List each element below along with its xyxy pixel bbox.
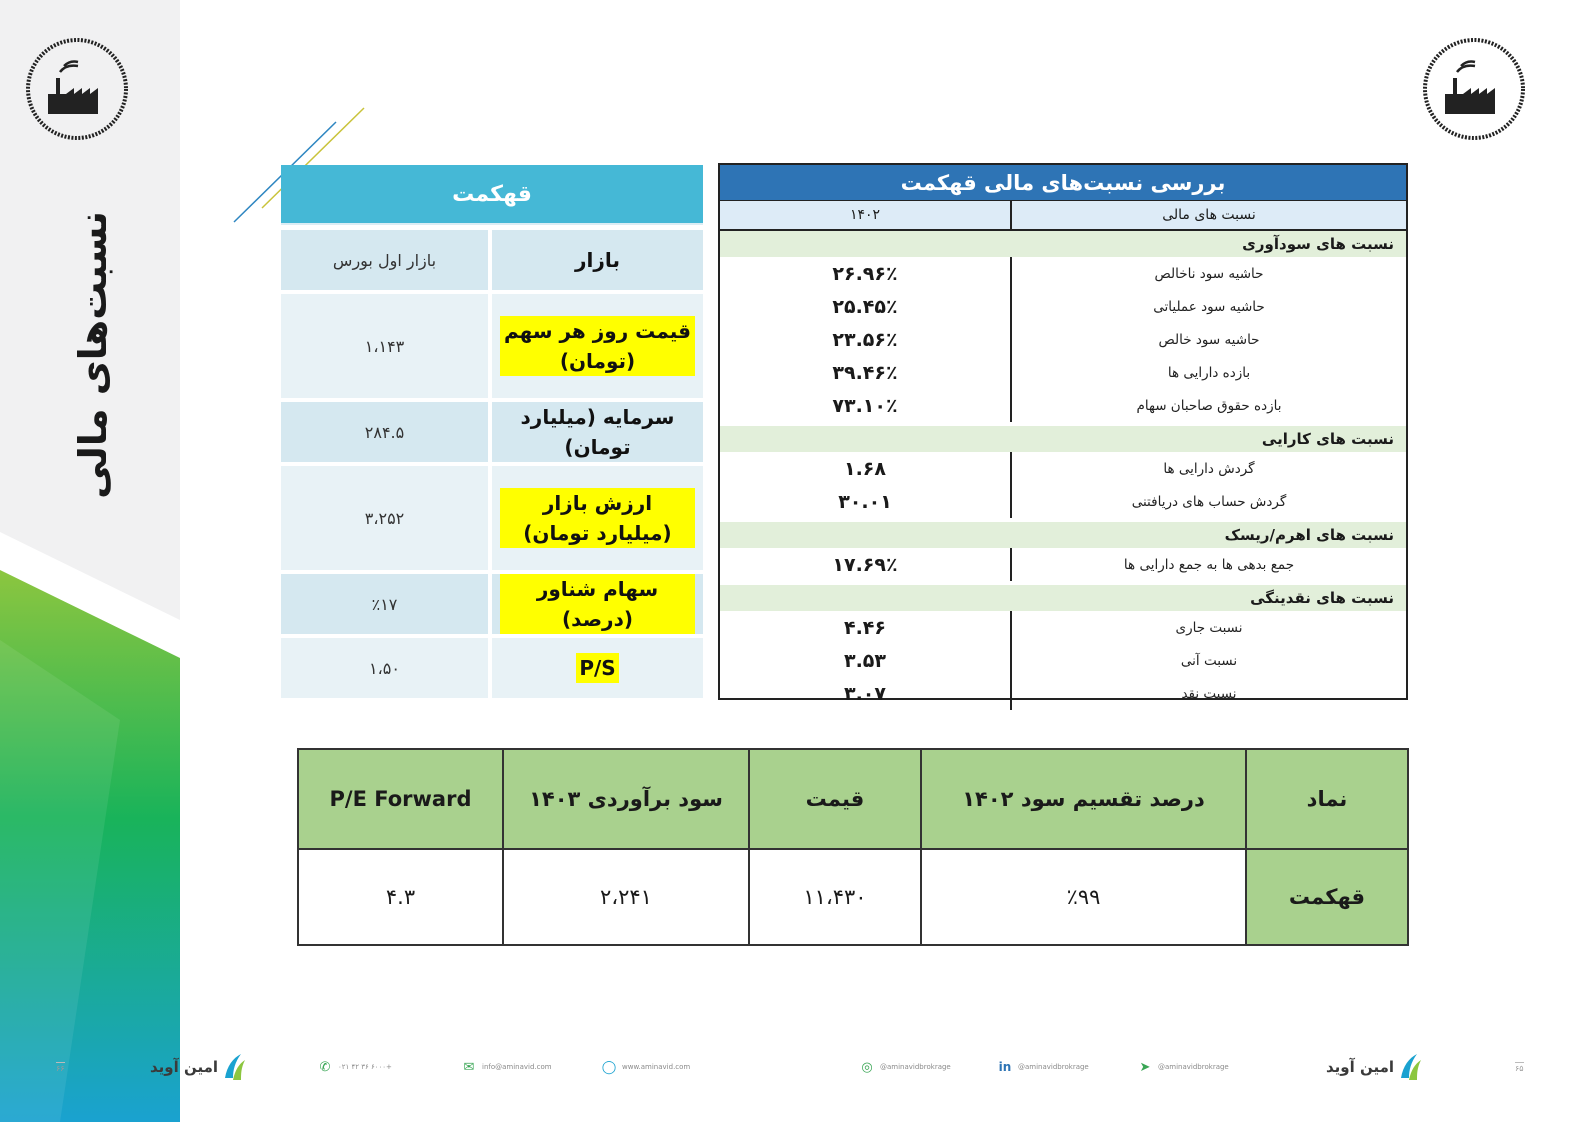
brand-logo-right: [1326, 1052, 1423, 1082]
company-info-table: [281, 165, 703, 698]
ratio-label: نسبت آنی: [1180, 652, 1238, 669]
table-row: [281, 402, 703, 462]
column-header: سود برآوردی ۱۴۰۳: [503, 749, 749, 849]
brand-icon: [1397, 1052, 1423, 1082]
table-cell-label: بازار: [492, 230, 703, 290]
table-cell-value: ۱،۵۰: [281, 638, 488, 698]
table-cell-label: سرمایه (میلیارد تومان): [492, 402, 703, 462]
table-cell-symbol: قهکمت: [1246, 849, 1408, 945]
table-row: [298, 849, 1408, 945]
page-number-right: ۶۵: [1515, 1064, 1524, 1073]
column-header: نماد: [1246, 749, 1408, 849]
footer-email[interactable]: ✉ info@aminavid.com: [463, 1059, 552, 1075]
table-row: [281, 638, 703, 698]
ratio-label: حاشیه سود خالص: [1158, 331, 1260, 348]
table-cell-value: بازار اول بورس: [281, 230, 488, 290]
table-cell-value: ۲۸۴.۵: [281, 402, 488, 462]
ratio-group-header: نسبت های سودآوری: [720, 231, 1406, 257]
company-table-header: قهکمت: [281, 165, 703, 225]
column-header-label: نسبت های مالی: [1162, 207, 1256, 223]
ratios-table-title: بررسی نسبت‌های مالی قهکمت: [720, 165, 1406, 201]
ratio-label: نسبت نقد: [1181, 685, 1237, 702]
ratio-value: ۱۷.۶۹٪: [720, 548, 1012, 581]
brand-icon: [221, 1052, 247, 1082]
column-header: P/E Forward: [298, 749, 503, 849]
column-header: درصد تقسیم سود ۱۴۰۲: [921, 749, 1246, 849]
ratio-value: ۲۵.۴۵٪: [720, 290, 1012, 323]
ratio-value: ۲۶.۹۶٪: [720, 257, 1012, 290]
table-row: [720, 677, 1406, 710]
footer-website[interactable]: ◯ www.aminavid.com: [601, 1059, 691, 1075]
table-row: [281, 230, 703, 290]
table-row: [281, 466, 703, 570]
table-cell: ۲،۲۴۱: [503, 849, 749, 945]
instagram-icon: ◎: [861, 1059, 873, 1075]
table-cell-label: P/S: [492, 638, 703, 698]
footer-linkedin[interactable]: in @aminavidbrokrage: [998, 1060, 1089, 1074]
footer-telegram[interactable]: ➤ @aminavidbrokrage: [1139, 1059, 1229, 1075]
table-row: [720, 323, 1406, 356]
page-number-left: ۶۶: [56, 1064, 65, 1073]
ratio-value: ۳.۵۳: [720, 644, 1012, 677]
table-row: [720, 452, 1406, 485]
financial-ratios-table: [718, 163, 1408, 705]
ratios-column-header: [720, 201, 1406, 231]
ratio-value: ۳۰.۰۱: [720, 485, 1012, 518]
table-row: [720, 611, 1406, 644]
linkedin-icon: in: [998, 1060, 1012, 1074]
ratio-value: ۳۹.۴۶٪: [720, 356, 1012, 389]
table-header-row: [298, 749, 1408, 849]
ratio-label: گردش دارایی ها: [1163, 460, 1255, 477]
table-cell-value: ٪۱۷: [281, 574, 488, 634]
ratio-value: ۴.۴۶: [720, 611, 1012, 644]
ratio-label: نسبت جاری: [1175, 619, 1243, 636]
table-cell-label: ارزش بازار (میلیارد تومان): [492, 466, 703, 570]
table-row: [720, 644, 1406, 677]
column-header-year: ۱۴۰۲: [720, 201, 1012, 229]
ratio-label: بازده دارایی ها: [1167, 364, 1251, 381]
footer-phone[interactable]: ✆ ۰۲۱ ۴۲ ۳۶ ۶۰۰۰+: [319, 1059, 392, 1075]
table-cell-label: سهام شناور (درصد): [492, 574, 703, 634]
ratio-group-header: نسبت های کارایی: [720, 426, 1406, 452]
phone-icon: ✆: [319, 1059, 331, 1075]
footer: [0, 1048, 1587, 1088]
ratio-label: گردش حساب های دریافتنی: [1131, 493, 1287, 510]
table-row: [720, 485, 1406, 518]
ratio-value: ۷۳.۱۰٪: [720, 389, 1012, 422]
brand-name: امین آوید: [150, 1058, 219, 1076]
brand-logo-left: [150, 1052, 247, 1082]
sidebar-gradient-shape: [0, 0, 180, 1122]
sidebar-title: نسبت‌های مالی: [71, 211, 116, 499]
factory-logo-icon: [1421, 36, 1527, 142]
table-cell-value: ۳،۲۵۲: [281, 466, 488, 570]
table-row: [720, 257, 1406, 290]
table-row: [720, 389, 1406, 422]
table-row: [720, 356, 1406, 389]
ratio-value: ۳.۰۷: [720, 677, 1012, 710]
brand-name: امین آوید: [1326, 1058, 1395, 1076]
table-row: [720, 290, 1406, 323]
footer-instagram[interactable]: ◎ @aminavidbrokrage: [861, 1059, 951, 1075]
mouse-icon: ◯: [601, 1059, 617, 1075]
ratio-value: ۱.۶۸: [720, 452, 1012, 485]
table-row: [720, 548, 1406, 581]
ratio-label: حاشیه سود عملیاتی: [1153, 298, 1265, 315]
table-cell-value: ۱،۱۴۳: [281, 294, 488, 398]
ratio-label: جمع بدهی ها به جمع دارایی ها: [1123, 556, 1295, 573]
column-header: قیمت: [749, 749, 921, 849]
factory-logo-icon: [24, 36, 130, 142]
valuation-table: [297, 748, 1409, 946]
table-row: [281, 294, 703, 398]
email-icon: ✉: [463, 1059, 475, 1075]
telegram-icon: ➤: [1139, 1059, 1151, 1075]
ratio-group-header: نسبت های اهرم/ریسک: [720, 522, 1406, 548]
ratio-label: حاشیه سود ناخالص: [1154, 265, 1264, 282]
table-cell: ۱۱،۴۳۰: [749, 849, 921, 945]
ratio-label: بازده حقوق صاحبان سهام: [1136, 397, 1282, 414]
table-cell: ۴.۳: [298, 849, 503, 945]
table-row: [281, 574, 703, 634]
sidebar: [0, 0, 180, 1122]
ratio-group-header: نسبت های نقدینگی: [720, 585, 1406, 611]
table-cell: ٪۹۹: [921, 849, 1246, 945]
table-cell-label: قیمت روز هر سهم (تومان): [492, 294, 703, 398]
ratio-value: ۲۳.۵۶٪: [720, 323, 1012, 356]
